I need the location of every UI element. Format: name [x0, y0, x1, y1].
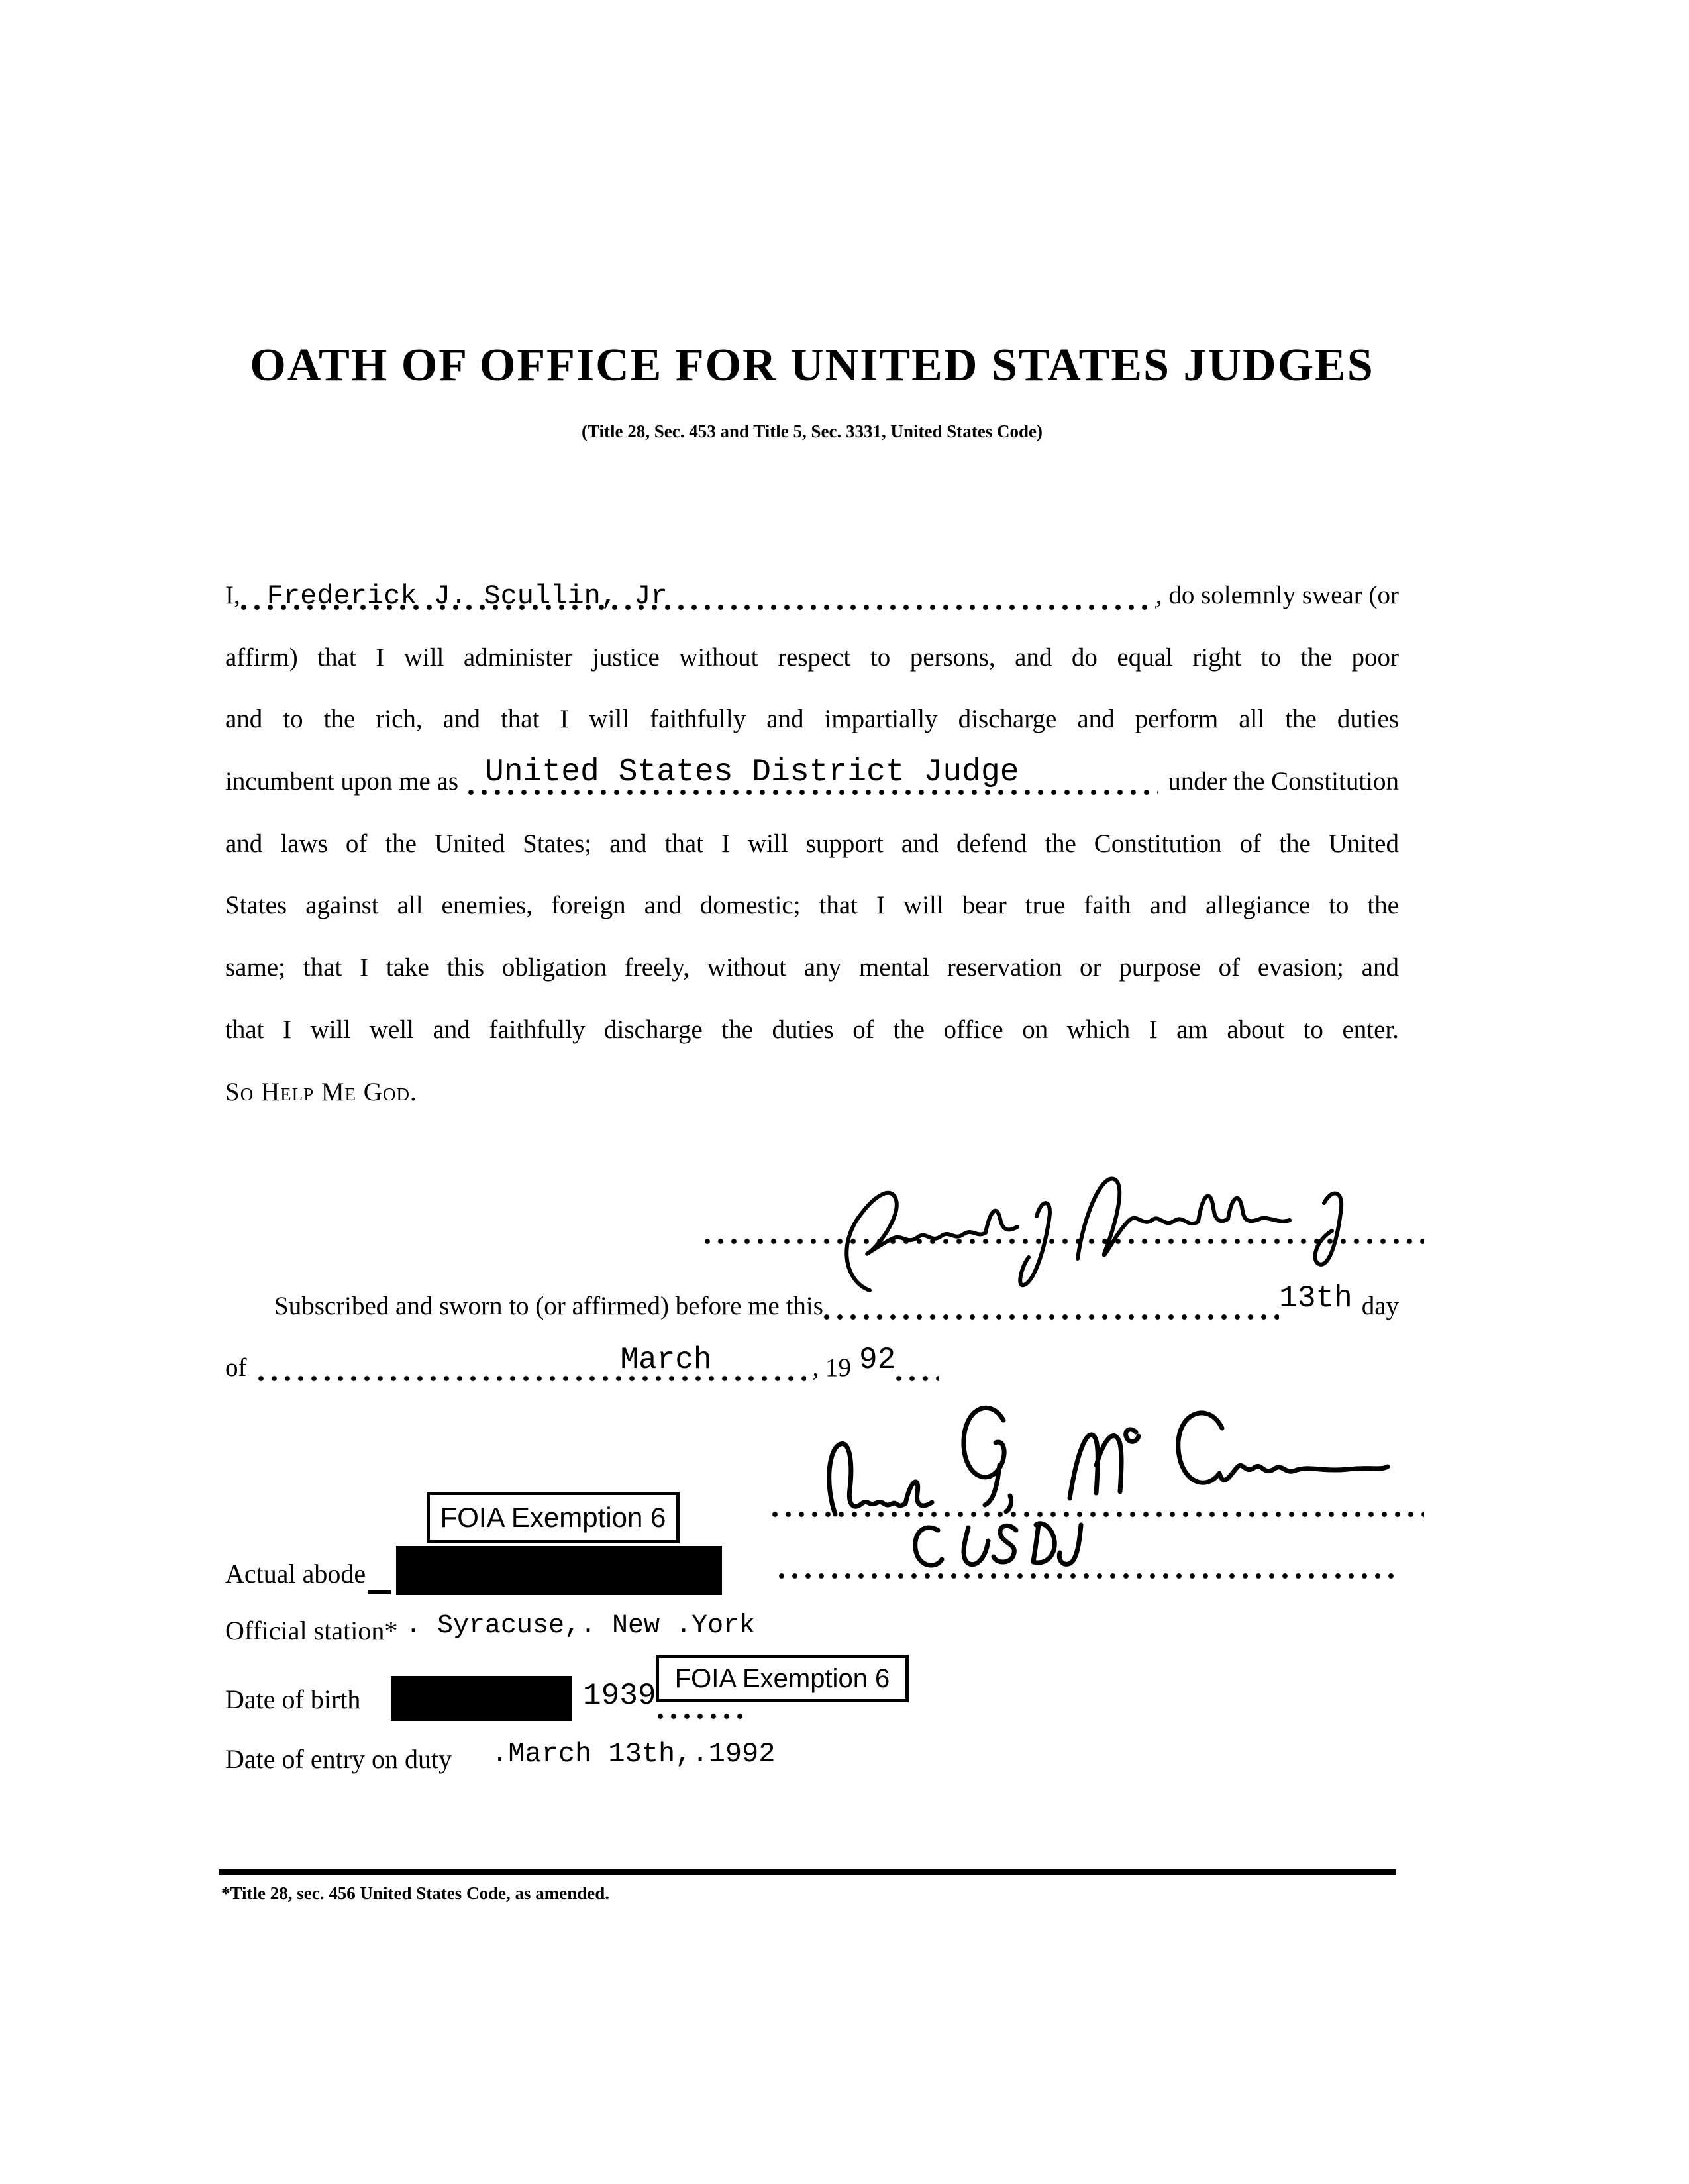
- month-typed-fill: [258, 1337, 806, 1399]
- birth-year-typed-value: 1939: [583, 1679, 656, 1713]
- document-title: OATH OF OFFICE FOR UNITED STATES JUDGES: [250, 340, 1374, 391]
- entry-typed-value: .March 13th,.1992: [491, 1738, 776, 1770]
- office-typed-fill: [468, 751, 1158, 813]
- birth-redaction-bar: [391, 1676, 572, 1721]
- office-typed-value: United States District Judge: [485, 754, 1019, 791]
- month-typed-value: March: [620, 1343, 712, 1377]
- sworn-row: [225, 1275, 1399, 1337]
- oath-line4-prefix: incumbent upon me as: [225, 767, 459, 796]
- abode-redaction-bar: [396, 1546, 722, 1595]
- document-subtitle: (Title 28, Sec. 453 and Title 5, Sec. 3331, United States Code): [582, 421, 1043, 441]
- birth-label: Date of birth: [225, 1685, 361, 1714]
- sworn-dotted-leader: [823, 1314, 1279, 1320]
- underscore-mark: [368, 1590, 391, 1594]
- entry-label: Date of entry on duty: [225, 1744, 452, 1774]
- oath-line-5: and laws of the United States; and that I will support and defend the Constitution of the United: [225, 829, 1399, 858]
- oath-paragraph: [225, 564, 1399, 1123]
- year-printed: , 19: [812, 1353, 851, 1382]
- witness-signature: [792, 1391, 1427, 1530]
- oath-line1-prefix: I,: [225, 581, 240, 609]
- footer-rule: [219, 1869, 1396, 1875]
- day-suffix: day: [1361, 1292, 1399, 1320]
- oath-line4-suffix: under the Constitution: [1168, 767, 1399, 796]
- abode-label: Actual abode: [225, 1559, 366, 1588]
- oath-line-6: States against all enemies, foreign and domestic; that I will bear true faith and allegiance to the: [225, 891, 1399, 920]
- of-month-row: [225, 1337, 1399, 1399]
- abode-dotted-line: [778, 1573, 1394, 1579]
- oath-line-3: and to the rich, and that I will faithfully and impartially discharge and perform all the duties: [225, 705, 1399, 734]
- foia-exemption-box-abode: FOIA Exemption 6: [427, 1492, 680, 1543]
- oath-line-7: same; that I take this obligation freely, without any mental reservation or purpose of evasion; and: [225, 953, 1399, 982]
- year-typed-value: 92: [859, 1343, 896, 1377]
- oath-line-1: [225, 564, 1399, 627]
- so-help-me-god-line: So Help Me God.: [225, 1077, 417, 1106]
- station-label: Official station*: [225, 1616, 398, 1645]
- judge-name-typed-fill: Frederick J. Scullin, Jr: [240, 566, 1156, 628]
- year-dotted-leader: [896, 1375, 939, 1382]
- footer-note: *Title 28, sec. 456 United States Code, as amended.: [221, 1883, 609, 1903]
- witness-title-handwriting: [907, 1518, 1146, 1581]
- of-label: of: [225, 1353, 247, 1382]
- birth-dotted-line: [657, 1713, 743, 1720]
- oath-line1-suffix: , do solemnly swear (or: [1155, 581, 1399, 609]
- oath-line-4: [225, 751, 1399, 813]
- station-typed-value: . Syracuse,. New .York: [405, 1611, 756, 1641]
- sworn-prefix: Subscribed and sworn to (or affirmed) before me this: [274, 1292, 823, 1320]
- day-typed-value: 13th: [1279, 1281, 1353, 1316]
- oath-line-2: affirm) that I will administer justice without respect to persons, and do equal right to the poor: [225, 643, 1399, 672]
- foia-exemption-box-birth: FOIA Exemption 6: [656, 1655, 909, 1702]
- oath-line-8: that I will well and faithfully discharge the duties of the office on which I am about to enter.: [225, 1015, 1399, 1044]
